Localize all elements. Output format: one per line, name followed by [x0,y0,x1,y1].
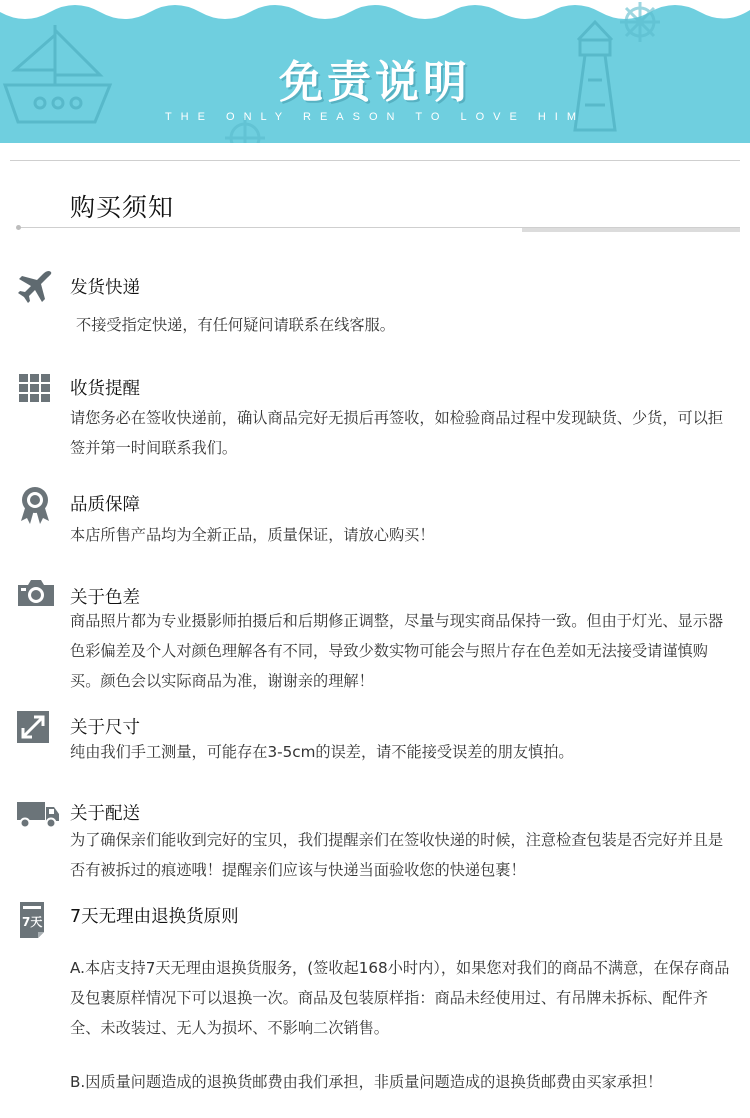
item-title: 品质保障 [70,495,140,515]
item-title: 收货提醒 [70,379,140,399]
item-title: 关于尺寸 [70,718,140,738]
item-title: 发货快递 [70,278,140,298]
banner-subtitle: THE ONLY REASON TO LOVE HIM [164,111,586,123]
item-paragraph: B.因质量问题造成的退换货邮费由我们承担，非质量问题造成的退换货邮费由买家承担！ [70,1073,663,1091]
item-paragraph: 请您务必在签收快递前，确认商品完好无损后再签收，如检验商品过程中发现缺货、少货，可以拒签并第一时间联系我们。 [70,409,724,457]
item-title: 7天无理由退换货原则 [70,907,239,927]
seven-day-icon-label: 7天 [22,915,43,929]
heading-divider-dot [16,225,21,230]
item-paragraph: 纯由我们手工测量，可能存在3-5cm的误差，请不能接受误差的朋友慎拍。 [70,743,574,761]
item-paragraph: 为了确保亲们能收到完好的宝贝，我们提醒亲们在签收快递的时候，注意检查包装是否完好并且是否有被拆过的痕迹哦！提醒亲们应该与快递当面验收您的快递包裹！ [70,831,724,879]
item-paragraph: 不接受指定快递，有任何疑问请联系在线客服。 [76,316,395,334]
camera-icon [16,578,54,612]
seven-day-calendar-icon [18,900,50,940]
item-body [70,737,738,767]
resize-arrow-icon [16,710,54,744]
heading-accent-bar [522,228,740,232]
airplane-icon [16,268,54,302]
divider [10,160,740,161]
header-banner [0,0,750,143]
item-paragraph: A.本店支持7天无理由退换货服务，(签收起168小时内），如果您对我们的商品不满意，在保存商品及包裹原样情况下可以退换一次。商品及包装原样指：商品未经使用过、有吊牌未拆标、配件齐全、未改装过、无人为损坏、不影响二次销售。 [70,959,730,1037]
item-body [70,520,738,550]
grid-icon [16,372,54,406]
section-heading: 购买须知 [70,193,175,222]
item-title: 关于色差 [70,588,140,608]
delivery-truck-icon [16,799,60,833]
item-paragraph: 商品照片都为专业摄影师拍摄后和后期修正调整，尽量与现实商品保持一致。但由于灯光、显示器色彩偏差及个人对颜色理解各有不同，导致少数实物可能会与照片存在色差如无法接受请谨慎购买。颜色会以实际商品为准，谢谢亲的理解！ [70,612,724,690]
item-title: 关于配送 [70,804,140,824]
item-body [76,310,744,340]
award-ribbon-icon [16,485,54,519]
item-paragraph: 本店所售产品均为全新正品，质量保证，请放心购买！ [70,526,435,544]
banner-title: 免责说明 [279,57,471,108]
item-body [70,606,738,696]
item-body [70,403,738,463]
item-body [70,953,738,1097]
item-body [70,825,738,885]
